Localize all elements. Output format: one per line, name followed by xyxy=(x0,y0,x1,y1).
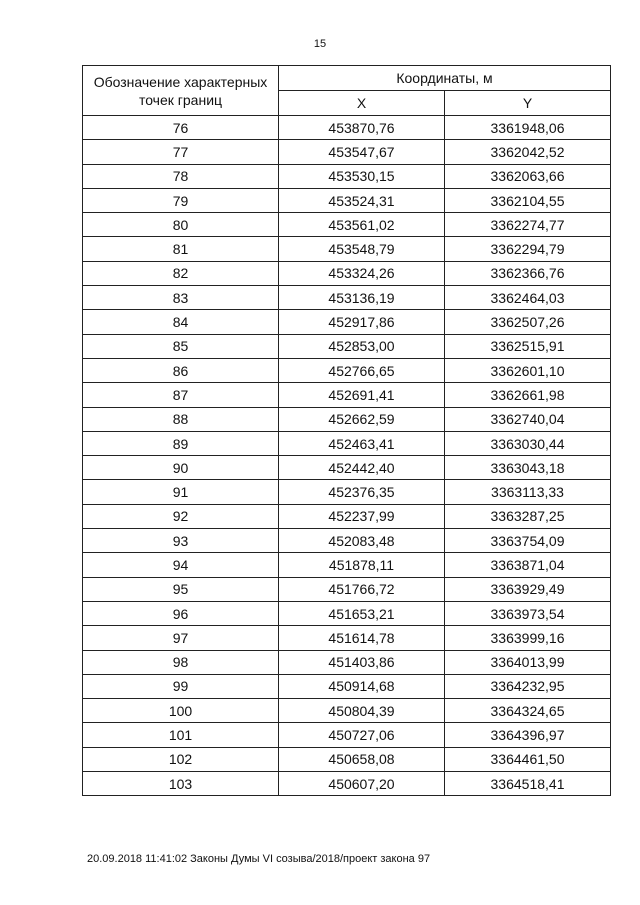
table-row xyxy=(83,601,611,625)
table-body xyxy=(83,116,611,796)
table-row xyxy=(83,553,611,577)
header-point-designation: Обозначение характерных точек границ xyxy=(83,66,279,116)
cell-point: 80 xyxy=(83,213,279,237)
table-row xyxy=(83,674,611,698)
table-row xyxy=(83,747,611,771)
cell-point: 76 xyxy=(83,116,279,140)
cell-point: 100 xyxy=(83,699,279,723)
cell-point: 85 xyxy=(83,334,279,358)
cell-point: 102 xyxy=(83,747,279,771)
cell-y: 3361948,06 xyxy=(445,116,611,140)
cell-y: 3362464,03 xyxy=(445,286,611,310)
cell-x: 450607,20 xyxy=(279,772,445,796)
table-row xyxy=(83,140,611,164)
cell-x: 452662,59 xyxy=(279,407,445,431)
cell-point: 99 xyxy=(83,674,279,698)
table-row xyxy=(83,116,611,140)
table-row xyxy=(83,334,611,358)
cell-x: 451653,21 xyxy=(279,601,445,625)
cell-y: 3364396,97 xyxy=(445,723,611,747)
table-row xyxy=(83,577,611,601)
cell-y: 3362366,76 xyxy=(445,261,611,285)
cell-x: 453524,31 xyxy=(279,188,445,212)
table-row xyxy=(83,431,611,455)
table-row xyxy=(83,310,611,334)
cell-point: 78 xyxy=(83,164,279,188)
cell-y: 3362507,26 xyxy=(445,310,611,334)
cell-point: 98 xyxy=(83,650,279,674)
cell-x: 452083,48 xyxy=(279,529,445,553)
cell-x: 450914,68 xyxy=(279,674,445,698)
cell-x: 450658,08 xyxy=(279,747,445,771)
cell-x: 451766,72 xyxy=(279,577,445,601)
cell-point: 77 xyxy=(83,140,279,164)
table-row xyxy=(83,261,611,285)
cell-x: 453136,19 xyxy=(279,286,445,310)
table-row xyxy=(83,407,611,431)
cell-y: 3362294,79 xyxy=(445,237,611,261)
table-row xyxy=(83,480,611,504)
cell-x: 453548,79 xyxy=(279,237,445,261)
cell-y: 3362515,91 xyxy=(445,334,611,358)
cell-y: 3362740,04 xyxy=(445,407,611,431)
cell-y: 3364518,41 xyxy=(445,772,611,796)
cell-x: 452691,41 xyxy=(279,383,445,407)
table-header xyxy=(83,66,611,116)
cell-x: 452463,41 xyxy=(279,431,445,455)
cell-point: 97 xyxy=(83,626,279,650)
cell-x: 452237,99 xyxy=(279,504,445,528)
header-coordinates: Координаты, м xyxy=(279,66,611,91)
cell-point: 95 xyxy=(83,577,279,601)
header-y: Y xyxy=(445,91,611,116)
cell-y: 3362274,77 xyxy=(445,213,611,237)
header-x: X xyxy=(279,91,445,116)
table-row xyxy=(83,504,611,528)
cell-y: 3363030,44 xyxy=(445,431,611,455)
cell-y: 3362661,98 xyxy=(445,383,611,407)
cell-y: 3364461,50 xyxy=(445,747,611,771)
cell-y: 3363999,16 xyxy=(445,626,611,650)
cell-point: 79 xyxy=(83,188,279,212)
cell-point: 101 xyxy=(83,723,279,747)
cell-point: 96 xyxy=(83,601,279,625)
cell-point: 81 xyxy=(83,237,279,261)
table-row xyxy=(83,358,611,382)
cell-point: 91 xyxy=(83,480,279,504)
table-row xyxy=(83,772,611,796)
cell-x: 451614,78 xyxy=(279,626,445,650)
table-row xyxy=(83,723,611,747)
cell-x: 451878,11 xyxy=(279,553,445,577)
table-row xyxy=(83,213,611,237)
cell-y: 3364324,65 xyxy=(445,699,611,723)
cell-x: 453547,67 xyxy=(279,140,445,164)
table-row xyxy=(83,383,611,407)
cell-y: 3363871,04 xyxy=(445,553,611,577)
cell-x: 450727,06 xyxy=(279,723,445,747)
cell-point: 90 xyxy=(83,456,279,480)
cell-point: 103 xyxy=(83,772,279,796)
table-row xyxy=(83,529,611,553)
cell-y: 3363113,33 xyxy=(445,480,611,504)
cell-point: 86 xyxy=(83,358,279,382)
cell-point: 87 xyxy=(83,383,279,407)
cell-y: 3362104,55 xyxy=(445,188,611,212)
coordinates-table xyxy=(82,65,611,796)
cell-x: 453530,15 xyxy=(279,164,445,188)
cell-x: 452917,86 xyxy=(279,310,445,334)
table-row xyxy=(83,626,611,650)
table-row xyxy=(83,237,611,261)
table-row xyxy=(83,164,611,188)
cell-x: 451403,86 xyxy=(279,650,445,674)
cell-y: 3364232,95 xyxy=(445,674,611,698)
cell-point: 89 xyxy=(83,431,279,455)
cell-point: 94 xyxy=(83,553,279,577)
cell-y: 3362063,66 xyxy=(445,164,611,188)
table-row xyxy=(83,650,611,674)
cell-y: 3362601,10 xyxy=(445,358,611,382)
cell-x: 452853,00 xyxy=(279,334,445,358)
cell-x: 453561,02 xyxy=(279,213,445,237)
table-row xyxy=(83,699,611,723)
cell-x: 450804,39 xyxy=(279,699,445,723)
cell-y: 3363043,18 xyxy=(445,456,611,480)
cell-point: 93 xyxy=(83,529,279,553)
cell-y: 3363929,49 xyxy=(445,577,611,601)
cell-point: 88 xyxy=(83,407,279,431)
cell-y: 3362042,52 xyxy=(445,140,611,164)
table-row xyxy=(83,286,611,310)
cell-y: 3364013,99 xyxy=(445,650,611,674)
footer-stamp: 20.09.2018 11:41:02 Законы Думы VI созыва/2018/проект закона 97 xyxy=(87,853,431,865)
cell-x: 452766,65 xyxy=(279,358,445,382)
page-number: 15 xyxy=(313,38,327,50)
cell-point: 82 xyxy=(83,261,279,285)
table-row xyxy=(83,188,611,212)
cell-point: 92 xyxy=(83,504,279,528)
cell-x: 452442,40 xyxy=(279,456,445,480)
cell-y: 3363287,25 xyxy=(445,504,611,528)
cell-x: 453324,26 xyxy=(279,261,445,285)
cell-x: 453870,76 xyxy=(279,116,445,140)
cell-y: 3363754,09 xyxy=(445,529,611,553)
cell-point: 84 xyxy=(83,310,279,334)
cell-x: 452376,35 xyxy=(279,480,445,504)
table-row xyxy=(83,456,611,480)
cell-y: 3363973,54 xyxy=(445,601,611,625)
cell-point: 83 xyxy=(83,286,279,310)
